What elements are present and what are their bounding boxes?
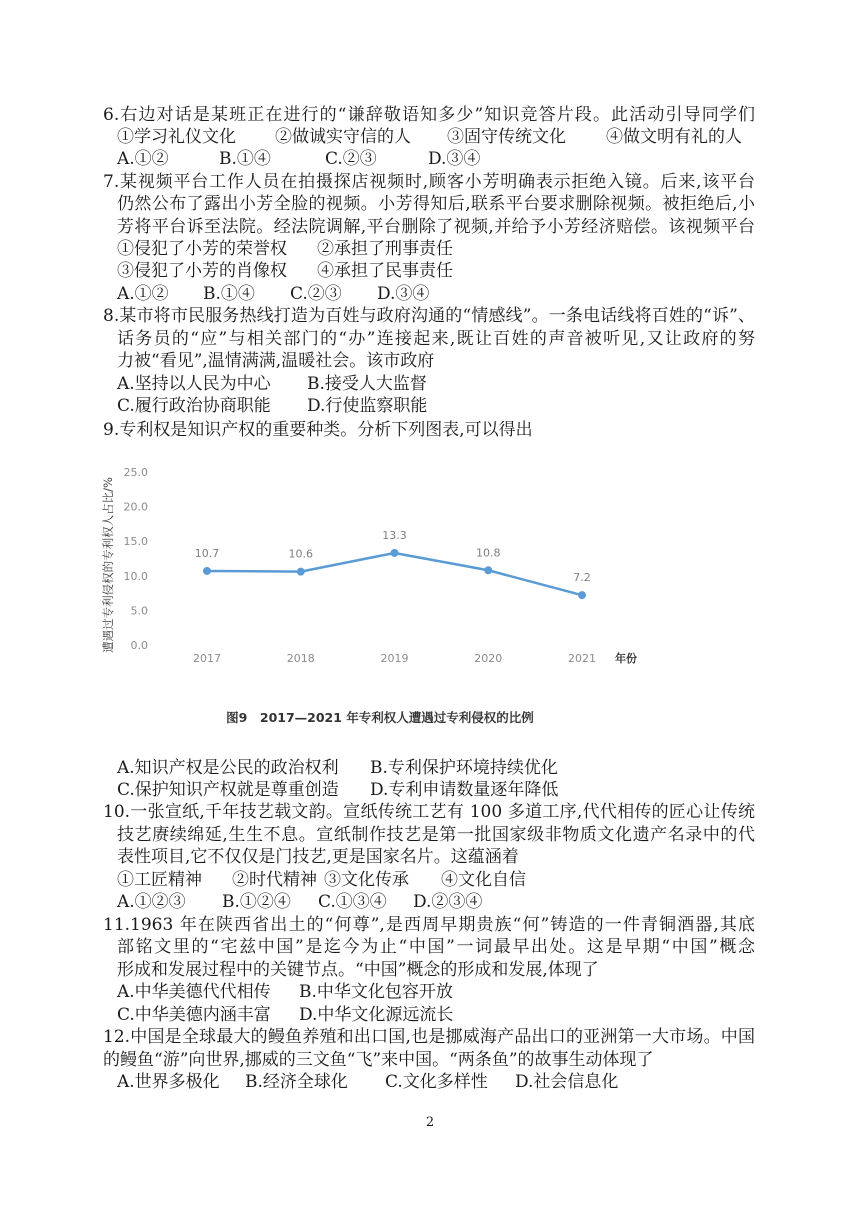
q7-statement-3: ③侵犯了小芳的肖像权 <box>117 261 287 281</box>
q8-stem-line-3: 力被“看见”,温情满满,温暖社会。该市政府 <box>117 351 435 371</box>
q11-stem-line-2: 部铭文里的“宅兹中国”是迄今为止“中国”一词最早出处。这是早期“中国”概念 <box>117 937 755 957</box>
q12-choice-d: D.社会信息化 <box>515 1072 619 1092</box>
q9-stem-line-1: 9.专利权是知识产权的重要种类。分析下列图表,可以得出 <box>103 420 533 440</box>
q11-choice-c: C.中华美德内涵丰富 <box>117 1005 271 1025</box>
q7-choice-b: B.①④ <box>203 284 255 304</box>
x-tick-label: 2021 <box>568 652 596 665</box>
q6-choice-b: B.①④ <box>219 149 271 169</box>
q11-choice-a: A.中华美德代代相传 <box>117 982 271 1002</box>
series-line <box>207 553 582 595</box>
x-tick-label: 2020 <box>474 652 503 665</box>
data-label: 10.8 <box>476 546 501 560</box>
q6-choice-d: D.③④ <box>428 149 481 169</box>
q12-choice-c: C.文化多样性 <box>385 1072 488 1092</box>
q12-choice-a: A.世界多极化 <box>117 1072 220 1092</box>
y-tick-label: 0.0 <box>130 639 148 652</box>
q9-choice-c: C.保护知识产权就是尊重创造 <box>117 780 339 800</box>
q10-choice-d: D.②③④ <box>413 892 483 912</box>
q7-choice-d: D.③④ <box>377 284 430 304</box>
q9-choice-d: D.专利申请数量逐年降低 <box>370 780 559 800</box>
q9-choice-a: A.知识产权是公民的政治权利 <box>117 758 339 778</box>
q6-choice-a: A.①② <box>117 149 169 169</box>
data-label: 13.3 <box>382 528 407 542</box>
q7-choice-c: C.②③ <box>290 284 342 304</box>
q6-stem-line-1: 6.右边对话是某班正在进行的“谦辞敬语知多少”知识竞答片段。此活动引导同学们 <box>103 105 755 125</box>
chart-caption: 图9 2017—2021 年专利权人遭遇过专利侵权的比例 <box>226 710 534 725</box>
q10-stem-line-1: 10.一张宣纸,千年技艺载文韵。宣纸传统工艺有 100 多道工序,代代相传的匠心让传统 <box>103 802 755 822</box>
q7-statement-4: ④承担了民事责任 <box>317 261 453 281</box>
q10-choice-a: A.①②③ <box>117 892 186 912</box>
data-point <box>297 568 305 576</box>
y-tick-label: 5.0 <box>130 604 148 618</box>
q7-choice-a: A.①② <box>117 284 169 304</box>
q8-choice-b: B.接受人大监督 <box>307 374 427 394</box>
y-tick-label: 20.0 <box>123 500 148 514</box>
q10-statement-2: ②时代精神 <box>232 870 317 890</box>
y-tick-label: 15.0 <box>123 535 148 549</box>
page-number: 2 <box>425 1115 435 1130</box>
q8-choice-c: C.履行政治协商职能 <box>117 396 271 416</box>
data-label: 10.7 <box>194 546 220 560</box>
y-tick-label: 25.0 <box>123 466 148 479</box>
q10-statement-4: ④文化自信 <box>441 870 526 890</box>
x-tick-label: 2017 <box>193 652 221 665</box>
q10-statement-1: ①工匠精神 <box>117 870 202 890</box>
q6-choice-c: C.②③ <box>325 149 377 169</box>
data-label: 7.2 <box>573 571 591 585</box>
q8-stem-line-2: 话务员的“应”与相关部门的“办”连接起来,既让百姓的声音被听见,又让政府的努 <box>117 329 755 349</box>
q10-choice-b: B.①②④ <box>222 892 291 912</box>
data-point <box>391 549 399 557</box>
q7-stem-line-1: 7.某视频平台工作人员在拍摄探店视频时,顾客小芳明确表示拒绝入镜。后来,该平台 <box>103 172 755 192</box>
q7-stem-line-3: 芳将平台诉至法院。经法院调解,平台删除了视频,并给予小芳经济赔偿。该视频平台 <box>117 217 755 237</box>
q6-statement-4: ④做文明有礼的人 <box>606 127 742 147</box>
q12-choice-b: B.经济全球化 <box>245 1072 348 1092</box>
data-point <box>578 591 586 599</box>
q10-statement-3: ③文化传承 <box>324 870 409 890</box>
y-axis-title: 遭遇过专利侵权的专利权人占比/% <box>101 477 115 653</box>
x-axis-title: 年份 <box>615 652 637 665</box>
data-point <box>484 566 492 574</box>
q12-stem-line-2: 的鳗鱼“游”向世界,挪威的三文鱼“飞”来中国。“两条鱼”的故事生动体现了 <box>103 1050 654 1070</box>
q10-stem-line-3: 表性项目,它不仅仅是门技艺,更是国家名片。这蕴涵着 <box>117 847 519 867</box>
q6-statement-3: ③固守传统文化 <box>447 127 566 147</box>
data-label: 10.6 <box>288 547 313 561</box>
patent-infringement-line-chart <box>95 455 655 680</box>
q11-stem-line-3: 形成和发展过程中的关键节点。“中国”概念的形成和发展,体现了 <box>117 960 599 980</box>
data-point <box>203 567 211 575</box>
q7-stem-line-2: 仍然公布了露出小芳全脸的视频。小芳得知后,联系平台要求删除视频。被拒绝后,小 <box>117 194 755 214</box>
q10-stem-line-2: 技艺赓续绵延,生生不息。宣纸制作技艺是第一批国家级非物质文化遗产名录中的代 <box>117 825 755 845</box>
q11-choice-b: B.中华文化包容开放 <box>299 982 453 1002</box>
q7-statement-1: ①侵犯了小芳的荣誉权 <box>117 239 287 259</box>
q10-choice-c: C.①③④ <box>318 892 387 912</box>
q6-statement-1: ①学习礼仪文化 <box>117 127 236 147</box>
q12-stem-line-1: 12.中国是全球最大的鳗鱼养殖和出口国,也是挪威海产品出口的亚洲第一大市场。中国 <box>103 1027 755 1047</box>
q7-statement-2: ②承担了刑事责任 <box>317 239 453 259</box>
q8-choice-a: A.坚持以人民为中心 <box>117 374 271 394</box>
q11-stem-line-1: 11.1963 年在陕西省出土的“何尊”,是西周早期贵族“何”铸造的一件青铜酒器,其底 <box>103 915 755 935</box>
q8-stem-line-1: 8.某市将市民服务热线打造为百姓与政府沟通的“情感线”。一条电话线将百姓的“诉”、 <box>103 306 755 326</box>
q6-statement-2: ②做诚实守信的人 <box>275 127 411 147</box>
q8-choice-d: D.行使监察职能 <box>307 396 428 416</box>
q9-choice-b: B.专利保护环境持续优化 <box>370 758 558 778</box>
x-tick-label: 2018 <box>286 652 315 665</box>
x-tick-label: 2019 <box>380 652 409 665</box>
y-tick-label: 10.0 <box>123 569 148 583</box>
q11-choice-d: D.中华文化源远流长 <box>299 1005 454 1025</box>
